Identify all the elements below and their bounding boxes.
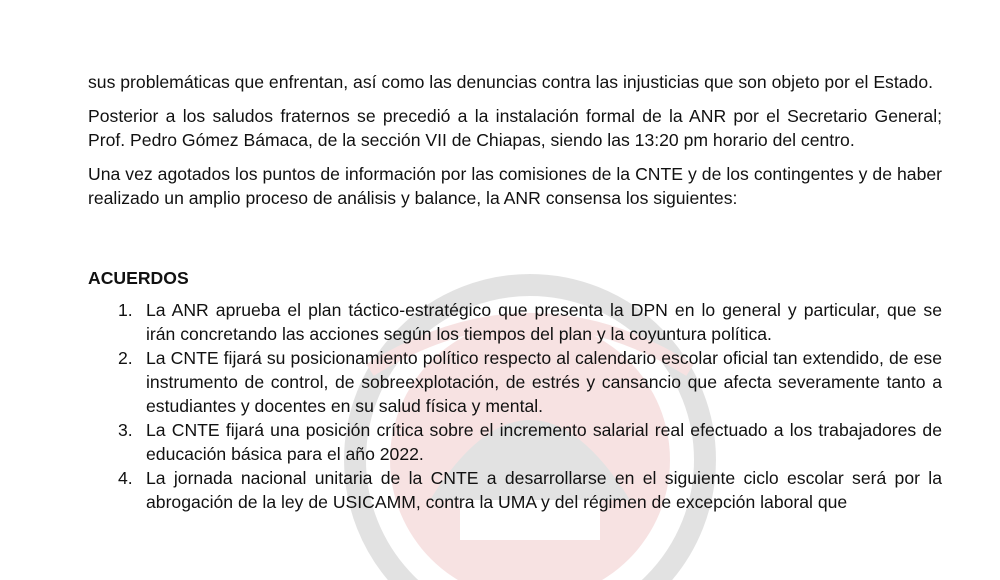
agreement-number: 1. <box>118 300 133 320</box>
section-spacer <box>88 220 942 266</box>
agreement-number: 2. <box>118 348 133 368</box>
paragraph-problematicas: sus problemáticas que enfrentan, así como las denuncias contra las injusticias que son objeto por el Estado. <box>88 72 933 92</box>
agreement-item <box>88 466 942 514</box>
agreement-item <box>88 418 942 466</box>
agreement-text: La jornada nacional unitaria de la CNTE a desarrollarse en el siguiente ciclo escolar será por la abrogación de la ley de USICAMM, contra la UMA y del régimen de excepción laboral que <box>146 468 942 512</box>
agreement-text: La CNTE fijará una posición crítica sobre el incremento salarial real efectuado a los trabajadores de educación básica para el año 2022. <box>146 420 942 464</box>
agreement-item <box>88 298 942 346</box>
agreement-number: 4. <box>118 468 133 488</box>
agreement-text: La CNTE fijará su posicionamiento político respecto al calendario escolar oficial tan extendido, de ese instrumento de control, de sobreexplotación, de estrés y cansancio que afecta severamente tanto a estudiantes y docentes en su salud física y mental. <box>146 348 942 416</box>
agreement-item <box>88 346 942 418</box>
agreements-list <box>88 298 942 514</box>
agreement-text: La ANR aprueba el plan táctico-estratégico que presenta la DPN en lo general y particular, que se irán concretando las acciones según los tiempos del plan y la coyuntura política. <box>146 300 942 344</box>
document-body <box>88 70 942 514</box>
paragraph-puntos-informacion: Una vez agotados los puntos de información por las comisiones de la CNTE y de los contingentes y de haber realizado un amplio proceso de análisis y balance, la ANR consensa los siguientes: <box>88 164 942 208</box>
heading-acuerdos: ACUERDOS <box>88 268 189 288</box>
agreement-number: 3. <box>118 420 133 440</box>
paragraph-instalacion: Posterior a los saludos fraternos se precedió a la instalación formal de la ANR por el Secretario General; Prof. Pedro Gómez Bámaca, de la sección VII de Chiapas, siendo las 13:20 pm horario del centro. <box>88 106 942 150</box>
